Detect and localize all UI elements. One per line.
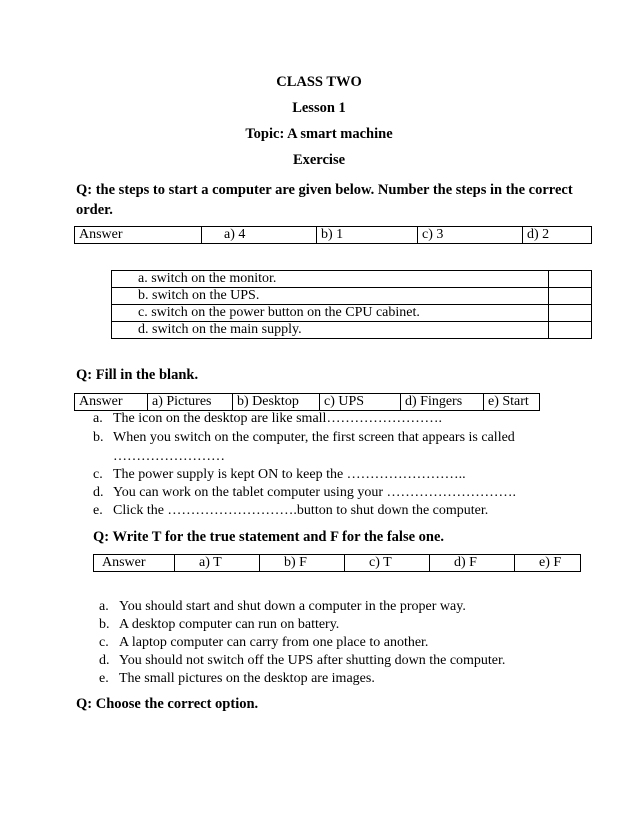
- q4-question: Q: Choose the correct option.: [76, 696, 259, 712]
- table-row: [112, 288, 592, 305]
- list-item: [93, 429, 515, 446]
- step-cell: d. switch on the main supply.: [112, 322, 549, 339]
- list-item: [99, 670, 375, 687]
- answer-cell: Answer: [75, 394, 148, 411]
- answer-cell: b) F: [260, 555, 345, 572]
- item-label: e.: [99, 671, 109, 686]
- item-text: You should start and shut down a computer in the proper way.: [119, 599, 466, 614]
- lesson-title: Lesson 1: [292, 100, 346, 116]
- answer-cell: a) Pictures: [148, 394, 233, 411]
- list-item: [99, 616, 339, 633]
- q2-answer-table: [74, 393, 540, 411]
- answer-cell: e) Start: [484, 394, 540, 411]
- step-number-box[interactable]: [549, 305, 592, 322]
- list-item: [99, 634, 428, 651]
- table-row: [75, 394, 540, 411]
- item-text: ……………………: [113, 449, 225, 464]
- q3-question: Q: Write T for the true statement and F for the false one.: [93, 529, 445, 545]
- answer-cell: b) 1: [317, 227, 418, 244]
- item-label: a.: [93, 411, 103, 426]
- answer-cell: c) T: [345, 555, 430, 572]
- answer-cell: e) F: [515, 555, 581, 572]
- list-item: [93, 466, 466, 483]
- q1-question: Q: the steps to start a computer are given below. Number the steps in the correct order.: [76, 182, 573, 218]
- item-text: The icon on the desktop are like small…………………….: [113, 411, 442, 426]
- q1-answer-table: [74, 226, 592, 244]
- list-item: [99, 598, 466, 615]
- q1-steps-table: [111, 270, 592, 339]
- item-label: c.: [99, 635, 109, 650]
- item-label: d.: [93, 485, 104, 500]
- step-cell: a. switch on the monitor.: [112, 271, 549, 288]
- exercise-title: Exercise: [292, 152, 346, 168]
- answer-cell: a) T: [175, 555, 260, 572]
- answer-cell: c) UPS: [320, 394, 401, 411]
- list-item: [99, 652, 505, 669]
- answer-cell: b) Desktop: [233, 394, 320, 411]
- item-text: You should not switch off the UPS after shutting down the computer.: [119, 653, 506, 668]
- item-text: You can work on the tablet computer using your ……………………….: [113, 485, 516, 500]
- answer-cell: Answer: [75, 227, 202, 244]
- list-item: [93, 448, 225, 465]
- list-item: [93, 410, 442, 427]
- item-label: a.: [99, 599, 109, 614]
- answer-cell: d) 2: [523, 227, 592, 244]
- list-item: [93, 484, 516, 501]
- item-text: The power supply is kept ON to keep the ……………………..: [113, 467, 466, 482]
- table-row: [75, 227, 592, 244]
- item-text: Click the ……………………….button to shut down the computer.: [113, 503, 489, 518]
- answer-cell: d) F: [430, 555, 515, 572]
- step-number-box[interactable]: [549, 288, 592, 305]
- item-text: When you switch on the computer, the first screen that appears is called: [113, 430, 515, 445]
- answer-cell: d) Fingers: [401, 394, 484, 411]
- class-title: CLASS TWO: [276, 74, 362, 90]
- table-row: [94, 555, 581, 572]
- item-label: b.: [93, 430, 104, 445]
- item-label: d.: [99, 653, 110, 668]
- answer-cell: a) 4: [202, 227, 317, 244]
- q2-question: Q: Fill in the blank.: [76, 367, 199, 383]
- table-row: [112, 305, 592, 322]
- table-row: [112, 322, 592, 339]
- answer-cell: c) 3: [418, 227, 523, 244]
- step-number-box[interactable]: [549, 271, 592, 288]
- topic-title: Topic: A smart machine: [245, 126, 393, 142]
- item-text: The small pictures on the desktop are images.: [119, 671, 375, 686]
- q3-answer-table: [93, 554, 581, 572]
- item-text: A desktop computer can run on battery.: [119, 617, 340, 632]
- step-number-box[interactable]: [549, 322, 592, 339]
- step-cell: c. switch on the power button on the CPU cabinet.: [112, 305, 549, 322]
- step-cell: b. switch on the UPS.: [112, 288, 549, 305]
- item-label: e.: [93, 503, 103, 518]
- answer-cell: Answer: [94, 555, 175, 572]
- item-label: b.: [99, 617, 110, 632]
- item-text: A laptop computer can carry from one place to another.: [119, 635, 429, 650]
- list-item: [93, 502, 488, 519]
- item-label: c.: [93, 467, 103, 482]
- table-row: [112, 271, 592, 288]
